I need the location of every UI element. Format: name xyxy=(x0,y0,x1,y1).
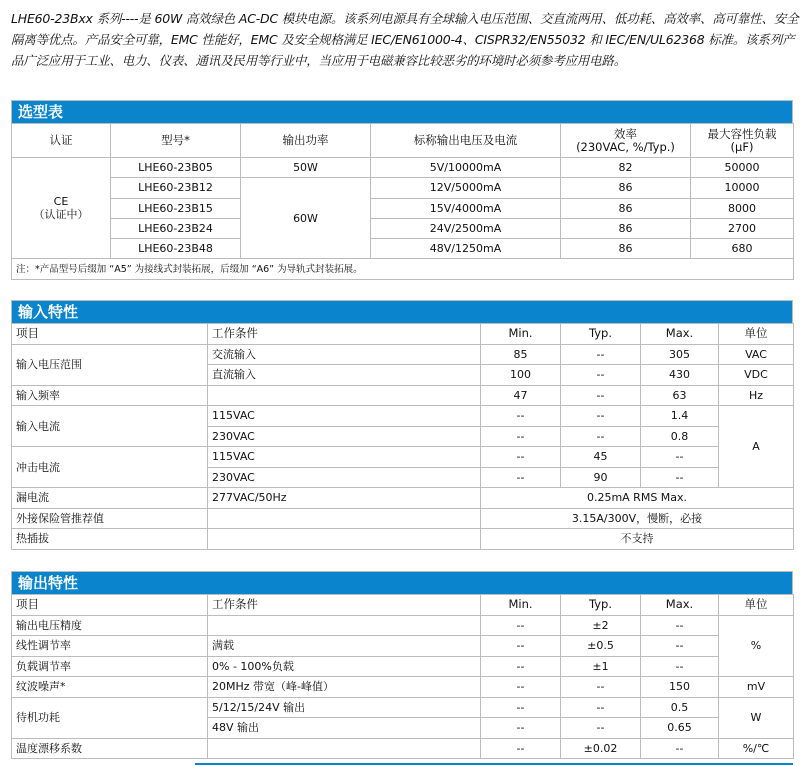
table-cell: 230VAC xyxy=(208,467,481,488)
table-cell: ±1 xyxy=(561,656,641,677)
table-cell: -- xyxy=(641,615,719,636)
table-cell: 线性调节率 xyxy=(12,636,208,657)
table-cell xyxy=(208,529,481,550)
table-cell: -- xyxy=(561,365,641,386)
table-row xyxy=(12,385,794,406)
table-cell: -- xyxy=(481,615,561,636)
table-cell: Hz xyxy=(719,385,794,406)
column-header: 项目 xyxy=(12,595,208,616)
table-cell: 45 xyxy=(561,447,641,468)
table-cell: LHE60-23B05 xyxy=(111,158,241,178)
table-row xyxy=(12,636,794,657)
table-cell: 2700 xyxy=(691,218,794,238)
selection-table xyxy=(11,123,794,280)
table-cell: A xyxy=(719,406,794,488)
table-cell xyxy=(208,385,481,406)
table-cell: 输入电压范围 xyxy=(12,344,208,385)
table-cell: -- xyxy=(561,344,641,365)
table-cell: 温度漂移系数 xyxy=(12,738,208,759)
column-header: 工作条件 xyxy=(208,324,481,345)
footnote: 注：*产品型号后缀加 “A5” 为接线式封装拓展，后缀加 “A6” 为导轨式封装拓展。 xyxy=(12,259,794,280)
table-cell: 5/12/15/24V 输出 xyxy=(208,697,481,718)
column-header: 型号* xyxy=(111,124,241,158)
column-header: Max. xyxy=(641,595,719,616)
header-row xyxy=(12,324,794,345)
header-row xyxy=(12,124,794,158)
table-cell: 0% - 100%负载 xyxy=(208,656,481,677)
table-cell: 输入电流 xyxy=(12,406,208,447)
table-cell: -- xyxy=(641,656,719,677)
table-cell: -- xyxy=(481,426,561,447)
table-row xyxy=(12,158,794,178)
output-characteristics-table xyxy=(11,594,794,759)
column-header: 单位 xyxy=(719,324,794,345)
column-header: Min. xyxy=(481,324,561,345)
footnote-row xyxy=(12,259,794,280)
table-cell: 86 xyxy=(561,178,691,198)
table-cell: 680 xyxy=(691,239,794,259)
section-title: 选型表 xyxy=(11,100,793,123)
table-cell: 8000 xyxy=(691,198,794,218)
column-header: 效率 (230VAC, %/Typ.) xyxy=(561,124,691,158)
table-cell: 冲击电流 xyxy=(12,447,208,488)
table-row xyxy=(12,239,794,259)
table-row xyxy=(12,697,794,718)
table-cell: 47 xyxy=(481,385,561,406)
table-cell: 15V/4000mA xyxy=(371,198,561,218)
table-cell: 1.4 xyxy=(641,406,719,427)
table-cell xyxy=(208,508,481,529)
table-cell: LHE60-23B15 xyxy=(111,198,241,218)
table-cell: 305 xyxy=(641,344,719,365)
table-cell xyxy=(208,615,481,636)
table-cell: 0.65 xyxy=(641,718,719,739)
table-cell: 277VAC/50Hz xyxy=(208,488,481,509)
table-row xyxy=(12,738,794,759)
table-cell: 0.8 xyxy=(641,426,719,447)
table-cell: %/℃ xyxy=(719,738,794,759)
column-header: 最大容性负载 (μF) xyxy=(691,124,794,158)
intro-paragraph: LHE60-23Bxx 系列----是 60W 高效绿色 AC-DC 模块电源。该系列电源具有全球输入电压范围、交直流两用、低功耗、高效率、高可靠性、安全隔离等优点。产品安全可靠，EMC 性能好，EMC 及安全规格满足 IEC/EN61000-4、CISPR32/EN55032 和 IEC/EN/UL62368 标准。该系列产品广泛应用于工业、电力、仪表、通讯及民用等行业中，当应用于电磁兼容比较恶劣的环境时必须参考应用电路。 xyxy=(11,11,799,68)
table-cell: ±2 xyxy=(561,615,641,636)
column-header: 认证 xyxy=(12,124,111,158)
table-cell: 430 xyxy=(641,365,719,386)
selection-table-section xyxy=(11,100,793,280)
table-row xyxy=(12,677,794,698)
column-header: 工作条件 xyxy=(208,595,481,616)
column-header: 项目 xyxy=(12,324,208,345)
table-cell: 3.15A/300V，慢断，必接 xyxy=(481,508,794,529)
table-cell: 86 xyxy=(561,239,691,259)
table-cell: 热插拔 xyxy=(12,529,208,550)
table-cell: 0.25mA RMS Max. xyxy=(481,488,794,509)
table-cell: 48V/1250mA xyxy=(371,239,561,259)
table-cell: 63 xyxy=(641,385,719,406)
column-header: Typ. xyxy=(561,324,641,345)
table-cell: -- xyxy=(561,406,641,427)
table-cell: -- xyxy=(481,718,561,739)
table-row xyxy=(12,615,794,636)
table-cell: 纹波噪声* xyxy=(12,677,208,698)
table-cell: LHE60-23B24 xyxy=(111,218,241,238)
table-cell: 90 xyxy=(561,467,641,488)
table-cell: -- xyxy=(641,467,719,488)
table-cell: -- xyxy=(481,738,561,759)
output-characteristics-section xyxy=(11,571,793,759)
table-cell: -- xyxy=(561,718,641,739)
column-header: 单位 xyxy=(719,595,794,616)
table-cell: 86 xyxy=(561,198,691,218)
table-cell: -- xyxy=(561,697,641,718)
table-cell: 150 xyxy=(641,677,719,698)
table-row xyxy=(12,488,794,509)
column-header: Min. xyxy=(481,595,561,616)
table-cell: -- xyxy=(481,636,561,657)
table-cell: 输入频率 xyxy=(12,385,208,406)
table-cell: -- xyxy=(561,426,641,447)
table-cell: 230VAC xyxy=(208,426,481,447)
table-cell: -- xyxy=(481,467,561,488)
table-cell: 不支持 xyxy=(481,529,794,550)
table-row xyxy=(12,344,794,365)
table-row xyxy=(12,178,794,198)
table-cell: % xyxy=(719,615,794,677)
column-header: Typ. xyxy=(561,595,641,616)
table-cell: -- xyxy=(561,385,641,406)
table-cell: VAC xyxy=(719,344,794,365)
table-cell: 50000 xyxy=(691,158,794,178)
table-cell: 待机功耗 xyxy=(12,697,208,738)
table-cell: 漏电流 xyxy=(12,488,208,509)
table-cell: 48V 输出 xyxy=(208,718,481,739)
table-cell: 外接保险管推荐值 xyxy=(12,508,208,529)
table-cell: -- xyxy=(481,697,561,718)
table-cell: 负载调节率 xyxy=(12,656,208,677)
table-cell: -- xyxy=(641,636,719,657)
table-cell: 10000 xyxy=(691,178,794,198)
table-cell: 0.5 xyxy=(641,697,719,718)
table-cell: 86 xyxy=(561,218,691,238)
table-cell: ±0.02 xyxy=(561,738,641,759)
table-row xyxy=(12,656,794,677)
table-cell: 82 xyxy=(561,158,691,178)
table-cell: LHE60-23B48 xyxy=(111,239,241,259)
table-cell: 50W xyxy=(241,158,371,178)
table-cell: VDC xyxy=(719,365,794,386)
table-cell: -- xyxy=(481,656,561,677)
table-cell: -- xyxy=(561,677,641,698)
table-cell: 交流输入 xyxy=(208,344,481,365)
table-cell: 5V/10000mA xyxy=(371,158,561,178)
table-cell: 20MHz 带宽（峰-峰值） xyxy=(208,677,481,698)
table-cell: -- xyxy=(481,447,561,468)
column-header: Max. xyxy=(641,324,719,345)
table-row xyxy=(12,508,794,529)
section-title: 输入特性 xyxy=(11,300,793,323)
table-cell: -- xyxy=(481,406,561,427)
table-cell: 输出电压精度 xyxy=(12,615,208,636)
table-row xyxy=(12,447,794,468)
table-cell: LHE60-23B12 xyxy=(111,178,241,198)
table-row xyxy=(12,406,794,427)
divider xyxy=(195,763,793,765)
table-cell: 115VAC xyxy=(208,447,481,468)
table-cell: 100 xyxy=(481,365,561,386)
table-cell: 12V/5000mA xyxy=(371,178,561,198)
header-row xyxy=(12,595,794,616)
table-cell: W xyxy=(719,697,794,738)
input-characteristics-table xyxy=(11,323,794,550)
table-cell: CE （认证中） xyxy=(12,158,111,259)
table-cell: -- xyxy=(481,677,561,698)
section-title: 输出特性 xyxy=(11,571,793,594)
input-characteristics-section xyxy=(11,300,793,550)
table-row xyxy=(12,529,794,550)
table-row xyxy=(12,218,794,238)
table-cell: -- xyxy=(641,738,719,759)
table-cell: ±0.5 xyxy=(561,636,641,657)
column-header: 标称输出电压及电流 xyxy=(371,124,561,158)
table-cell: 24V/2500mA xyxy=(371,218,561,238)
table-cell: 115VAC xyxy=(208,406,481,427)
table-cell: 直流输入 xyxy=(208,365,481,386)
column-header: 输出功率 xyxy=(241,124,371,158)
table-cell: 60W xyxy=(241,178,371,259)
table-row xyxy=(12,198,794,218)
table-cell: 85 xyxy=(481,344,561,365)
table-cell: -- xyxy=(641,447,719,468)
table-cell: mV xyxy=(719,677,794,698)
table-cell: 满载 xyxy=(208,636,481,657)
table-cell xyxy=(208,738,481,759)
